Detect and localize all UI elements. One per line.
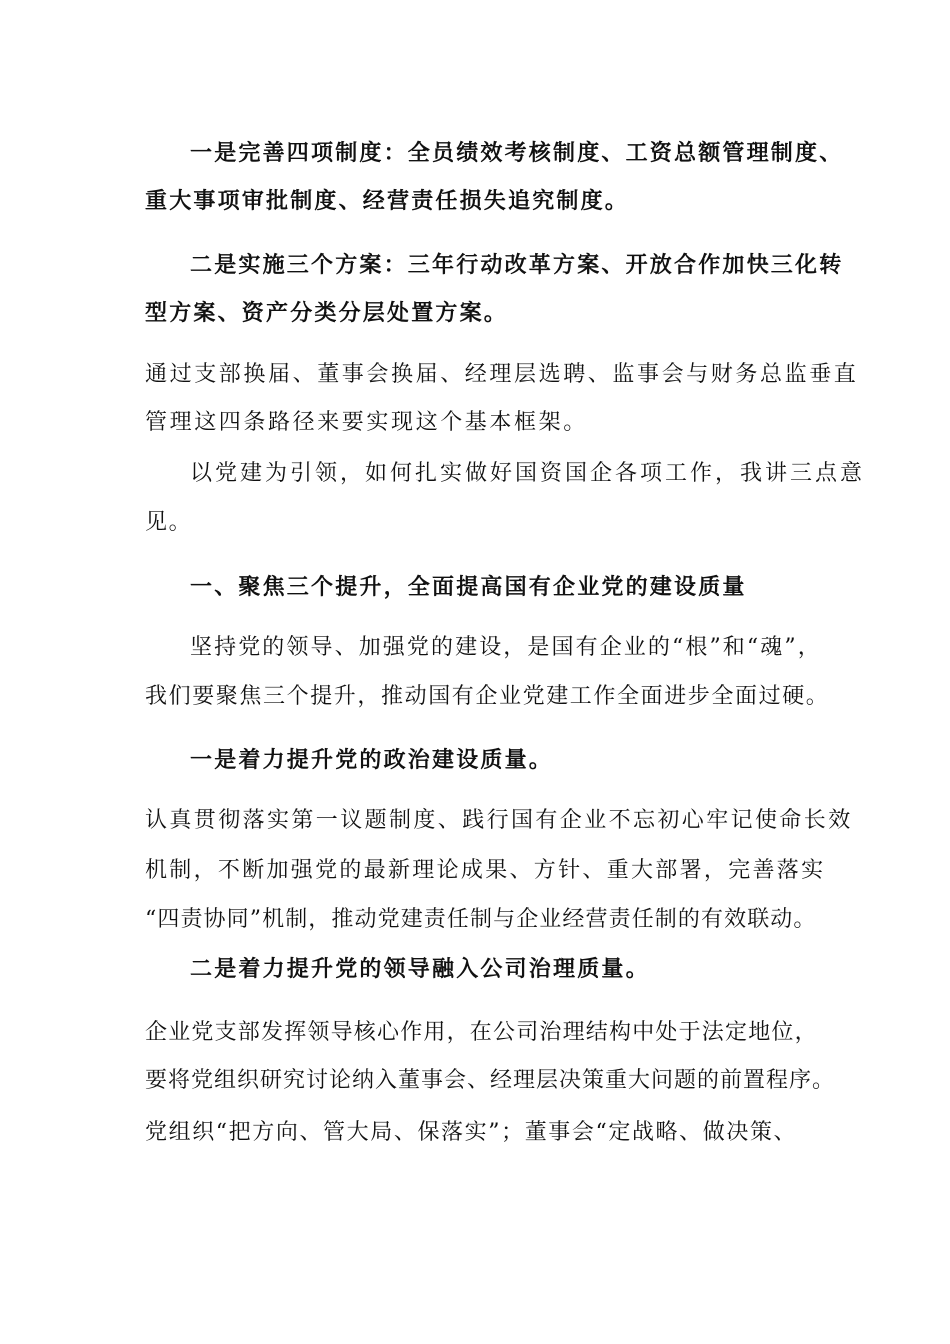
paragraph-line: 二是实施三个方案：三年行动改革方案、开放合作加快三化转 [190, 252, 844, 278]
paragraph-line: 通过支部换届、董事会换届、经理层选聘、监事会与财务总监垂直 [145, 362, 859, 387]
paragraph-line: 以党建为引领，如何扎实做好国资国企各项工作，我讲三点意 [190, 461, 866, 486]
paragraph-line: 重大事项审批制度、经营责任损失追究制度。 [145, 188, 630, 214]
paragraph-line: 型方案、资产分类分层处置方案。 [145, 300, 509, 326]
paragraph-line: 机制，不断加强党的最新理论成果、方针、重大部署，完善落实 [145, 858, 826, 883]
paragraph-line: 我们要聚焦三个提升，推动国有企业党建工作全面进步全面过硬。 [145, 684, 830, 709]
subsection-heading: 二是着力提升党的领导融入公司治理质量。 [190, 956, 650, 982]
section-heading: 一、聚焦三个提升，全面提高国有企业党的建设质量 [190, 574, 747, 600]
paragraph-line: 坚持党的领导、加强党的建设，是国有企业的“根”和“魂”， [190, 635, 822, 660]
paragraph-line: 党组织“把方向、管大局、保落实”；董事会“定战略、做决策、 [145, 1120, 798, 1145]
paragraph-line: “四责协同”机制，推动党建责任制与企业经营责任制的有效联动。 [145, 907, 817, 932]
paragraph-line: 管理这四条路径来要实现这个基本框架。 [145, 410, 588, 435]
subsection-heading: 一是着力提升党的政治建设质量。 [190, 747, 554, 773]
paragraph-line: 要将党组织研究讨论纳入董事会、经理层决策重大问题的前置程序。 [145, 1068, 836, 1093]
paragraph-line: 认真贯彻落实第一议题制度、践行国有企业不忘初心牢记使命长效 [145, 808, 853, 833]
paragraph-line: 见。 [145, 510, 193, 535]
paragraph-line: 一是完善四项制度：全员绩效考核制度、工资总额管理制度、 [190, 140, 844, 166]
paragraph-line: 企业党支部发挥领导核心作用，在公司治理结构中处于法定地位， [145, 1020, 818, 1045]
